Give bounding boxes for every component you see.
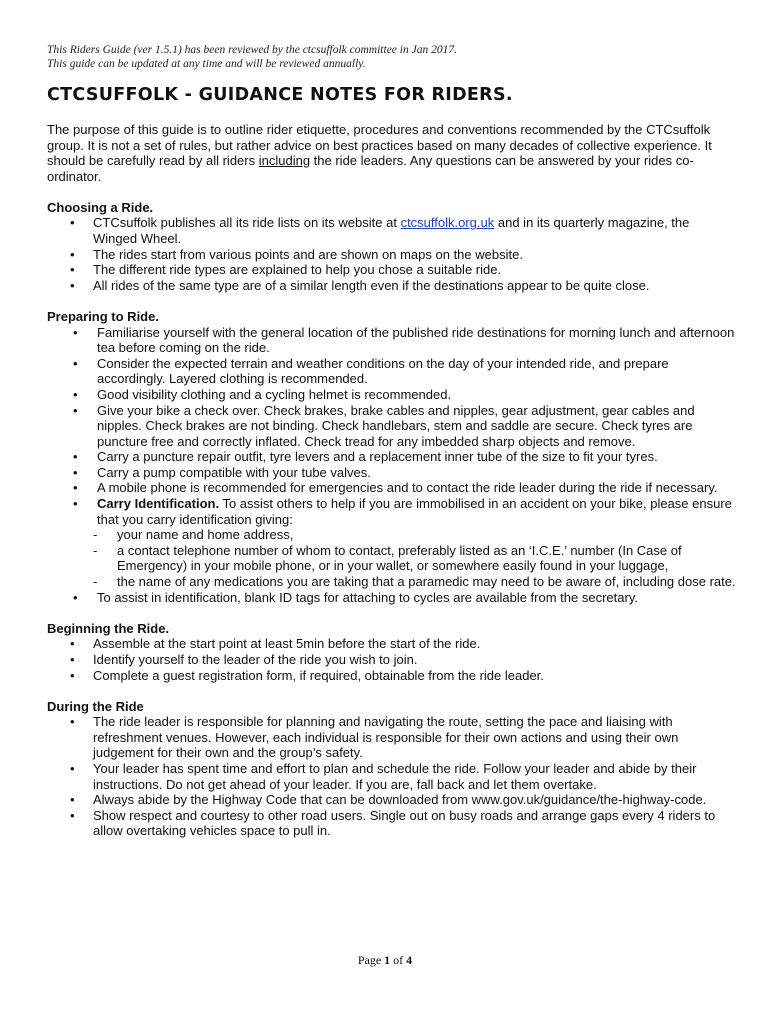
list-item bbox=[47, 262, 737, 278]
bullet-icon: • bbox=[70, 714, 75, 730]
list-item bbox=[47, 590, 737, 606]
dash-icon: - bbox=[93, 542, 98, 558]
list-item bbox=[47, 652, 737, 668]
section-heading-during: During the Ride bbox=[47, 698, 144, 714]
identification-sublist bbox=[93, 527, 737, 590]
bullet-icon: • bbox=[73, 464, 78, 480]
dash-icon: - bbox=[93, 574, 98, 590]
document-title: CTCSUFFOLK - GUIDANCE NOTES FOR RIDERS. bbox=[47, 85, 513, 105]
review-note-line-2: This guide can be updated at any time and will be reviewed annually. bbox=[47, 58, 366, 70]
during-list bbox=[47, 714, 737, 839]
list-item-text: All rides of the same type are of a similar length even if the destinations appear to be quite close. bbox=[93, 277, 650, 293]
bullet-icon: • bbox=[73, 496, 78, 512]
page-of-label: of bbox=[390, 953, 407, 967]
list-item-text: To assist in identification, blank ID tags for attaching to cycles are available from the secretary. bbox=[97, 589, 638, 605]
page-footer bbox=[0, 953, 770, 968]
list-item-text: Give your bike a check over. Check brakes, brake cables and nipples, gear adjustment, gear cables and nipples. Check brakes are not binding. Check handlebars, stem and saddle are secure. Check tyres are puncture free and correctly inflated. Check tread for any imbedded sharp objects and remove. bbox=[97, 402, 695, 449]
list-item-text: Identify yourself to the leader of the ride you wish to join. bbox=[93, 651, 418, 667]
list-item-text: A mobile phone is recommended for emergencies and to contact the ride leader during the ride if necessary. bbox=[97, 480, 718, 496]
list-item bbox=[47, 215, 737, 246]
list-item bbox=[47, 356, 737, 387]
bullet-icon: • bbox=[73, 402, 78, 418]
list-item-text: Carry a puncture repair outfit, tyre levers and a replacement inner tube of the size to fit your tyres. bbox=[97, 449, 658, 465]
sublist-item-text: your name and home address, bbox=[117, 527, 294, 543]
list-item-bold-lead: Carry Identification. bbox=[97, 496, 220, 512]
list-item-text: Always abide by the Highway Code that can be downloaded from www.gov.uk/guidance/the-highway-code. bbox=[93, 792, 707, 808]
bullet-icon: • bbox=[73, 480, 78, 496]
list-item-text: Consider the expected terrain and weather conditions on the day of your intended ride, and prepare accordingly. Layered clothing is recommended. bbox=[97, 355, 669, 387]
list-item-text-end: and in its quarterly magazine, the Winged Wheel. bbox=[93, 215, 690, 247]
list-item bbox=[47, 808, 737, 839]
intro-text: The purpose of this guide is to outline rider etiquette, procedures and conventions recommended by the CTCsuffolk group. It is not a set of rules, but rather advice on best practices based on many decades of collective experience. It should be carefully read by all riders bbox=[47, 122, 712, 169]
intro-emphasis: including bbox=[258, 153, 311, 169]
current-page-number: 1 bbox=[384, 953, 391, 967]
list-item-text: Familiarise yourself with the general location of the published ride destinations for morning lunch and afternoon tea before coming on the ride. bbox=[97, 324, 735, 356]
list-item bbox=[47, 449, 737, 465]
sublist-item-text: a contact telephone number of whom to contact, preferably listed as an ‘I.C.E.’ number (In Case of Emergency) in your mobile phone, or in your wallet, or somewhere easily found in your luggage, bbox=[117, 542, 682, 574]
list-item bbox=[47, 325, 737, 356]
bullet-icon: • bbox=[70, 215, 75, 231]
list-item-text: The different ride types are explained to help you chose a suitable ride. bbox=[93, 262, 502, 278]
list-item bbox=[47, 480, 737, 496]
bullet-icon: • bbox=[70, 667, 75, 683]
bullet-icon: • bbox=[73, 324, 78, 340]
website-link[interactable]: ctcsuffolk.org.uk bbox=[400, 215, 495, 231]
list-item-text: Complete a guest registration form, if required, obtainable from the ride leader. bbox=[93, 667, 544, 683]
bullet-icon: • bbox=[70, 760, 75, 776]
list-item-text: Show respect and courtesy to other road users. Single out on busy roads and arrange gaps every 4 riders to allow overtaking vehicles space to pull in. bbox=[93, 807, 716, 839]
beginning-list bbox=[47, 636, 737, 683]
bullet-icon: • bbox=[70, 246, 75, 262]
sublist-item bbox=[93, 542, 737, 574]
section-heading-beginning: Beginning the Ride. bbox=[47, 620, 170, 636]
list-item-text: Assemble at the start point at least 5min before the start of the ride. bbox=[93, 636, 481, 652]
list-item bbox=[47, 636, 737, 652]
bullet-icon: • bbox=[70, 807, 75, 823]
list-item bbox=[47, 247, 737, 263]
list-item bbox=[47, 668, 737, 684]
bullet-icon: • bbox=[70, 277, 75, 293]
list-item-text: Good visibility clothing and a cycling helmet is recommended. bbox=[97, 386, 452, 402]
list-item bbox=[47, 761, 737, 792]
list-item-text: The rides start from various points and are shown on maps on the website. bbox=[93, 246, 523, 262]
list-item bbox=[47, 714, 737, 761]
list-item bbox=[47, 403, 737, 450]
document-body bbox=[47, 122, 737, 839]
review-note-line-1: This Riders Guide (ver 1.5.1) has been reviewed by the ctcsuffolk committee in Jan 2017. bbox=[47, 44, 457, 56]
sublist-item-text: the name of any medications you are taking that a paramedic may need to be aware of, including dose rate. bbox=[117, 574, 736, 590]
page-label: Page bbox=[357, 953, 385, 967]
list-item-text: The ride leader is responsible for planning and navigating the route, setting the pace and liaising with refreshment venues. However, each individual is responsible for their own actions and using their own judgement for their own and the group’s safety. bbox=[93, 714, 679, 761]
list-item bbox=[47, 278, 737, 294]
intro-paragraph bbox=[47, 122, 737, 184]
list-item-text: CTCsuffolk publishes all its ride lists on its website at bbox=[93, 215, 401, 231]
list-item bbox=[47, 387, 737, 403]
bullet-icon: • bbox=[73, 386, 78, 402]
list-item-text: To assist others to help if you are immobilised in an accident on your bike, please ensure that you carry identification giving: bbox=[97, 496, 732, 527]
review-note bbox=[47, 43, 727, 71]
dash-icon: - bbox=[93, 527, 98, 543]
intro-text-end: the ride leaders. Any questions can be answered by your rides co-ordinator. bbox=[47, 153, 694, 184]
list-item-text: Carry a pump compatible with your tube valves. bbox=[97, 464, 371, 480]
bullet-icon: • bbox=[73, 449, 78, 465]
list-item-text: Your leader has spent time and effort to plan and schedule the ride. Follow your leader and abide by their instructions. Do not get ahead of your leader. If you are, fall back and let them overtake. bbox=[93, 760, 697, 792]
list-item bbox=[47, 792, 737, 808]
list-item bbox=[47, 465, 737, 481]
bullet-icon: • bbox=[70, 651, 75, 667]
bullet-icon: • bbox=[70, 792, 75, 808]
bullet-icon: • bbox=[73, 355, 78, 371]
list-item bbox=[47, 496, 737, 590]
preparing-list bbox=[47, 325, 737, 606]
sublist-item bbox=[93, 527, 737, 543]
bullet-icon: • bbox=[73, 589, 78, 605]
bullet-icon: • bbox=[70, 636, 75, 652]
choosing-list bbox=[47, 215, 737, 293]
total-page-count: 4 bbox=[406, 953, 413, 967]
bullet-icon: • bbox=[70, 262, 75, 278]
sublist-item bbox=[93, 574, 737, 590]
section-heading-preparing: Preparing to Ride. bbox=[47, 308, 159, 324]
section-heading-choosing: Choosing a Ride. bbox=[47, 199, 154, 215]
